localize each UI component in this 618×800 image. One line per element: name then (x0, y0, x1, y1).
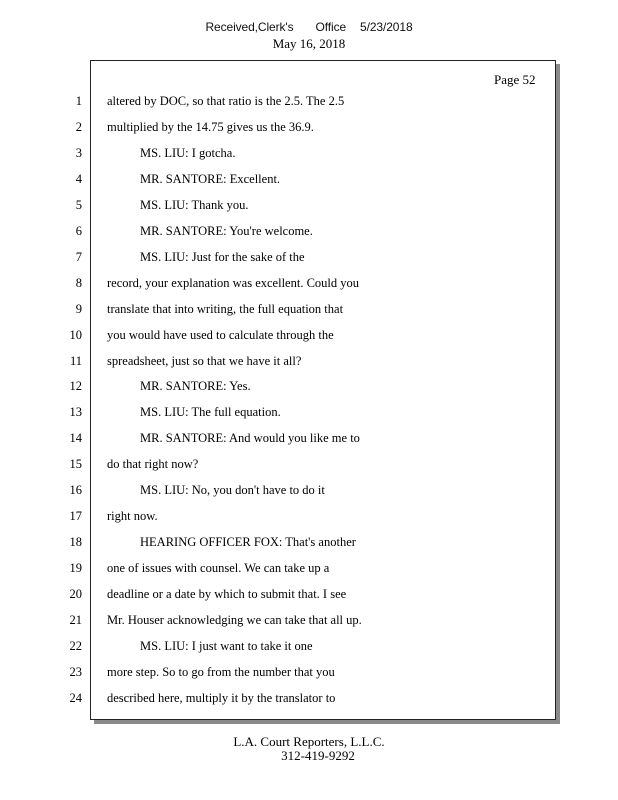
line-number: 3 (75, 146, 82, 160)
transcript-line (0, 402, 618, 422)
transcript-line (0, 584, 618, 604)
line-number: 6 (75, 224, 82, 238)
line-text: MS. LIU: I just want to take it one (140, 639, 313, 653)
line-text: MR. SANTORE: Excellent. (140, 172, 281, 186)
line-text: you would have used to calculate through the (107, 328, 334, 342)
page-number: Page 52 (494, 72, 536, 87)
line-text: spreadsheet, just so that we have it all? (107, 354, 302, 368)
line-text: do that right now? (107, 457, 199, 471)
transcript-line (0, 428, 618, 448)
line-number: 2 (75, 120, 82, 134)
transcript-line (0, 636, 618, 656)
footer-phone: 312-419-9292 (281, 748, 355, 763)
transcript-line (0, 169, 618, 189)
line-text: MR. SANTORE: You're welcome. (140, 224, 313, 238)
transcript-line (0, 688, 618, 708)
line-text: MS. LIU: The full equation. (140, 405, 281, 419)
line-text: deadline or a date by which to submit that. I see (107, 587, 347, 601)
line-text: HEARING OFFICER FOX: That's another (140, 535, 356, 549)
line-text: more step. So to go from the number that you (107, 665, 335, 679)
stamp-office: Office (315, 20, 347, 34)
line-number: 18 (69, 535, 82, 549)
line-text: multiplied by the 14.75 gives us the 36.9. (107, 120, 314, 134)
line-text: translate that into writing, the full equation that (107, 302, 344, 316)
transcript-line (0, 662, 618, 682)
line-text: MR. SANTORE: Yes. (140, 379, 251, 393)
line-number: 10 (69, 328, 82, 342)
transcript-line (0, 221, 618, 241)
line-number: 12 (69, 379, 82, 393)
line-number: 1 (75, 94, 82, 108)
transcript-line (0, 376, 618, 396)
line-text: described here, multiply it by the translator to (107, 691, 336, 705)
stamp-date: 5/23/2018 (360, 20, 413, 34)
footer-company: L.A. Court Reporters, L.L.C. (233, 734, 385, 749)
filed-date: May 16, 2018 (272, 36, 346, 51)
line-number: 7 (75, 250, 82, 264)
line-number: 22 (69, 639, 82, 653)
stamp-received: Received,Clerk's (205, 20, 294, 34)
transcript-line (0, 506, 618, 526)
transcript-line (0, 273, 618, 293)
transcript-line (0, 480, 618, 500)
transcript-line (0, 299, 618, 319)
line-text: MS. LIU: Thank you. (140, 198, 249, 212)
line-number: 20 (69, 587, 82, 601)
line-text: altered by DOC, so that ratio is the 2.5. The 2.5 (107, 94, 345, 108)
transcript-line (0, 558, 618, 578)
line-number: 17 (69, 509, 82, 523)
line-text: record, your explanation was excellent. Could you (107, 276, 360, 290)
line-number: 24 (69, 691, 82, 705)
line-number: 11 (69, 354, 82, 368)
transcript-line (0, 195, 618, 215)
line-number: 5 (75, 198, 82, 212)
transcript-line (0, 610, 618, 630)
line-number: 9 (75, 302, 82, 316)
line-number: 19 (69, 561, 82, 575)
line-text: one of issues with counsel. We can take up a (107, 561, 330, 575)
line-text: MR. SANTORE: And would you like me to (140, 431, 360, 445)
transcript-line (0, 454, 618, 474)
received-stamp (0, 20, 618, 34)
line-number: 15 (69, 457, 82, 471)
transcript-line (0, 91, 618, 111)
line-number: 14 (69, 431, 82, 445)
line-number: 8 (75, 276, 82, 290)
line-number: 13 (69, 405, 82, 419)
line-text: MS. LIU: I gotcha. (140, 146, 236, 160)
line-number: 23 (69, 665, 82, 679)
line-text: right now. (107, 509, 158, 523)
transcript-line (0, 117, 618, 137)
transcript-line (0, 247, 618, 267)
line-number: 16 (69, 483, 82, 497)
transcript-line (0, 143, 618, 163)
line-text: MS. LIU: No, you don't have to do it (140, 483, 325, 497)
line-number: 4 (75, 172, 82, 186)
line-number: 21 (69, 613, 82, 627)
transcript-line (0, 532, 618, 552)
line-text: Mr. Houser acknowledging we can take that all up. (107, 613, 362, 627)
transcript-line (0, 351, 618, 371)
transcript-line (0, 325, 618, 345)
line-text: MS. LIU: Just for the sake of the (140, 250, 305, 264)
